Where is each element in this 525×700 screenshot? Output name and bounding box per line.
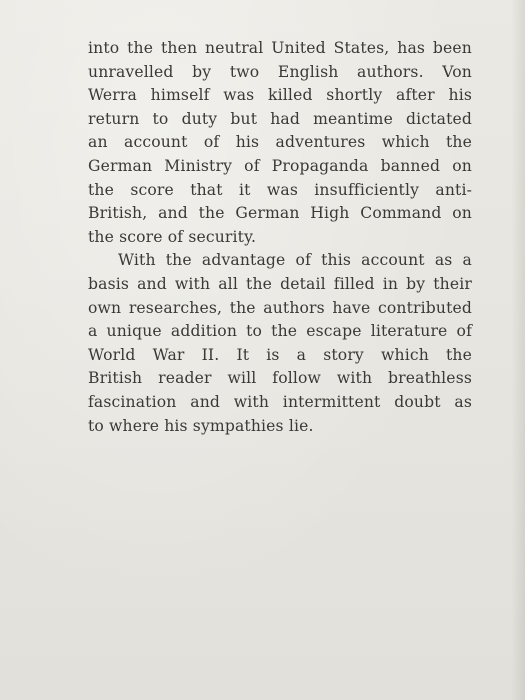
text-line: to where his sympathies lie. [88,416,314,435]
text-line: German Ministry of Propaganda banned on [88,156,472,175]
text-line: into the then neutral United States, has been [88,39,472,57]
flap-text-block [88,37,472,438]
text-line: an account of his adventures which the [88,133,472,152]
text-line: Werra himself was killed shortly after his [88,86,472,105]
text-line: British reader will follow with breathless [88,369,472,388]
page-edge-shadow [511,0,525,700]
text-line: own researches, the authors have contributed [88,298,472,317]
paragraph-1 [88,37,472,249]
text-line: World War II. It is a story which the [88,345,472,364]
paragraph-2 [88,249,472,438]
text-line: With the advantage of this account as a [118,251,472,270]
text-line: basis and with all the detail filled in by their [88,274,472,293]
text-line: the score that it was insufficiently anti- [88,180,472,199]
text-line: return to duty but had meantime dictated [88,109,472,128]
text-line: fascination and with intermittent doubt as [88,392,472,411]
text-line: unravelled by two English authors. Von [88,62,472,81]
text-line: the score of security. [88,227,257,246]
text-line: a unique addition to the escape literature of [88,322,472,341]
text-line: British, and the German High Command on [88,204,472,223]
